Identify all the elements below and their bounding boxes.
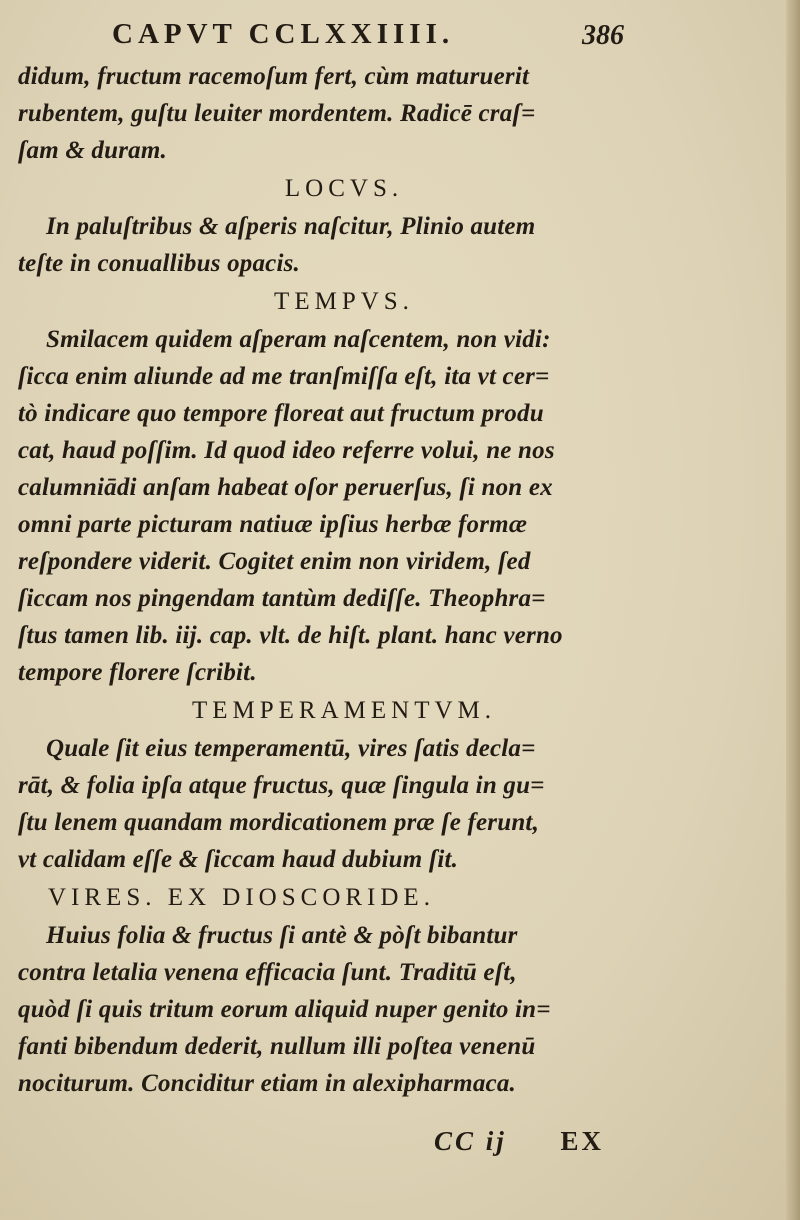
text-line: tò indicare quo tempore floreat aut fructum produ — [18, 400, 544, 427]
body-text — [18, 58, 670, 1102]
text-line: Huius folia & fructus ſi antè & pòſt bibantur — [46, 922, 518, 949]
text-line: fanti bibendum dederit, nullum illi poſtea venenū — [18, 1033, 536, 1060]
page-footer — [418, 1126, 638, 1166]
section-heading: TEMPERAMENTVM. — [191, 697, 497, 724]
section-heading: TEMPVS. — [274, 288, 414, 315]
signature-mark: CC ij — [434, 1126, 507, 1156]
text-line: quòd ſi quis tritum eorum aliquid nuper genito in= — [18, 996, 551, 1023]
text-line: rubentem, guſtu leuiter mordentem. Radicē craſ= — [18, 100, 536, 127]
text-line: vt calidam eſſe & ſiccam haud dubium ſit. — [18, 846, 459, 873]
catchword: EX — [560, 1126, 605, 1156]
text-line: nociturum. Conciditur etiam in alexipharmaca. — [18, 1070, 516, 1097]
running-head: CAPVT CCLXXIIII. — [112, 18, 455, 50]
text-line: reſpondere viderit. Cogitet enim non viridem, ſed — [18, 548, 531, 575]
page-edge — [786, 0, 800, 1220]
text-line: omni parte picturam natiuæ ipſius herbæ formæ — [18, 511, 528, 538]
text-line: ſiccam nos pingendam tantùm dediſſe. Theophra= — [18, 585, 546, 612]
page-number: 386 — [582, 20, 624, 51]
text-line: In paluſtribus & aſperis naſcitur, Plinio autem — [46, 213, 536, 240]
text-line: contra letalia venena efficacia ſunt. Traditū eſt, — [18, 959, 517, 986]
text-line: cat, haud poſſim. Id quod ideo referre volui, ne nos — [18, 437, 555, 464]
text-line: Quale ſit eius temperamentū, vires ſatis decla= — [46, 735, 536, 762]
text-line: ſam & duram. — [18, 137, 167, 164]
text-line: tempore florere ſcribit. — [18, 659, 257, 686]
text-line: ſicca enim aliunde ad me tranſmiſſa eſt, ita vt cer= — [18, 363, 550, 390]
text-line: ſtus tamen lib. iij. cap. vlt. de hiſt. plant. hanc verno — [18, 622, 563, 649]
text-line: calumniādi anſam habeat oſor peruerſus, ſi non ex — [18, 474, 553, 501]
text-line: Smilacem quidem aſperam naſcentem, non vidi: — [46, 326, 551, 353]
section-heading: VIRES. EX DIOSCORIDE. — [48, 884, 435, 911]
section-heading: LOCVS. — [284, 175, 404, 202]
text-line: ſtu lenem quandam mordicationem præ ſe ferunt, — [18, 809, 540, 836]
page-header — [0, 14, 786, 54]
text-line: didum, fructum racemoſum fert, cùm maturuerit — [18, 63, 530, 90]
text-line: rāt, & folia ipſa atque fructus, quæ ſingula in gu= — [18, 772, 545, 799]
text-line: teſte in conuallibus opacis. — [18, 250, 301, 277]
